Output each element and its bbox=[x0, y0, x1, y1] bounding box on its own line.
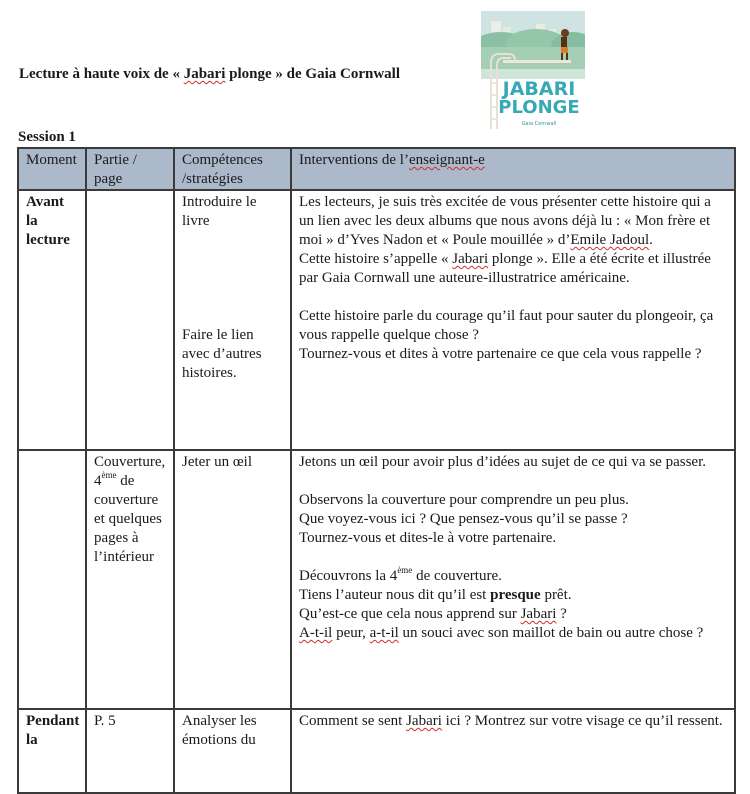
text: Cette histoire s’appelle « bbox=[299, 251, 453, 267]
book-cover-illustration bbox=[481, 11, 585, 129]
competence-item: Faire le lien avec d’autres histoires. bbox=[182, 327, 262, 381]
superscript: ème bbox=[397, 565, 413, 575]
text: Tiens l’auteur nous dit qu’il est bbox=[299, 587, 491, 603]
cell-moment: Pendant la bbox=[18, 709, 86, 793]
book-cover-image bbox=[481, 11, 585, 129]
intervention-paragraph: Tournez-vous et dites à votre partenaire ce que cela vous rappelle ? bbox=[299, 346, 702, 362]
document-title bbox=[19, 66, 400, 83]
cell-competences bbox=[174, 190, 291, 450]
text: . bbox=[649, 232, 653, 248]
spellcheck-word: Jabari bbox=[452, 251, 489, 267]
cell-partie bbox=[86, 190, 174, 450]
intervention-paragraph: Jetons un œil pour avoir plus d’idées au sujet de ce qui va se passer. bbox=[299, 454, 706, 470]
header-text: Interventions de l’ bbox=[299, 152, 409, 168]
intervention-paragraph bbox=[299, 250, 728, 288]
spellcheck-word: A-t-il bbox=[299, 625, 333, 641]
header-moment: Moment bbox=[18, 148, 86, 190]
cover-title-line2: PLONGE bbox=[498, 97, 580, 118]
text: 4 bbox=[94, 473, 102, 489]
intervention-paragraph bbox=[299, 567, 728, 586]
cell-interventions bbox=[291, 190, 735, 450]
text: ici ? Montrez sur votre visage ce qu’il ressent. bbox=[441, 713, 723, 729]
cell-interventions bbox=[291, 709, 735, 793]
spellcheck-word: a-t-il bbox=[369, 625, 399, 641]
text: Découvrons la 4 bbox=[299, 568, 398, 584]
text: de couverture. bbox=[412, 568, 502, 584]
spellcheck-word: Jabari bbox=[406, 713, 442, 729]
text: Comment se sent bbox=[299, 713, 407, 729]
cell-partie bbox=[86, 450, 174, 709]
text: Qu’est-ce que cela nous apprend sur bbox=[299, 606, 521, 622]
text: Les lecteurs, je suis très excitée de vous présenter cette histoire qui a un lien avec les deux albums que nous avons déjà lu : « Mon frère et moi » d’Yves Nadon et « Poule mouillée » d’ bbox=[299, 194, 711, 248]
title-text: plonge » de Gaia Cornwall bbox=[225, 66, 400, 82]
title-text: Lecture à haute voix de « bbox=[19, 66, 184, 82]
cover-title-line1: JABARI bbox=[502, 78, 576, 100]
header-competences: Compétences /stratégies bbox=[174, 148, 291, 190]
table-row bbox=[18, 190, 735, 450]
intervention-paragraph: Tournez-vous et dites-le à votre partenaire. bbox=[299, 530, 557, 546]
text: Couverture, bbox=[94, 454, 166, 470]
intervention-paragraph bbox=[299, 605, 728, 624]
text: prêt. bbox=[540, 587, 572, 603]
cell-competences: Analyser les émotions du bbox=[174, 709, 291, 793]
header-interventions bbox=[291, 148, 735, 190]
table-row bbox=[18, 709, 735, 793]
lesson-plan-table bbox=[17, 147, 736, 794]
cell-partie: P. 5 bbox=[86, 709, 174, 793]
intervention-paragraph bbox=[299, 586, 728, 605]
intervention-paragraph: Que voyez-vous ici ? Que pensez-vous qu’il se passe ? bbox=[299, 511, 628, 527]
cell-moment bbox=[18, 450, 86, 709]
competence-item: Introduire le livre bbox=[182, 194, 257, 229]
spellcheck-word: enseignant-e bbox=[408, 152, 485, 168]
intervention-paragraph bbox=[299, 624, 728, 643]
cell-moment: Avant la lecture bbox=[18, 190, 86, 450]
text: de couverture et quelques pages à l’intérieur bbox=[94, 473, 162, 565]
spellcheck-word: Jabari bbox=[520, 606, 557, 622]
intervention-paragraph: Cette histoire parle du courage qu’il faut pour sauter du plongeoir, ça vous rappelle quelque chose ? bbox=[299, 308, 714, 343]
table-row bbox=[18, 450, 735, 709]
superscript: ème bbox=[101, 470, 117, 480]
text: un souci avec son maillot de bain ou autre chose ? bbox=[398, 625, 704, 641]
intervention-paragraph: Observons la couverture pour comprendre un peu plus. bbox=[299, 492, 629, 508]
cell-interventions bbox=[291, 450, 735, 709]
intervention-paragraph bbox=[299, 193, 728, 250]
table-header-row bbox=[18, 148, 735, 190]
spellcheck-word: Jabari bbox=[183, 66, 226, 82]
cover-author: Gaia Cornwall bbox=[521, 121, 557, 127]
text: plonge ». Elle a été écrite et illustrée par Gaia Cornwall une auteure-illustratrice américaine. bbox=[299, 251, 711, 286]
text: peur, bbox=[332, 625, 370, 641]
cell-competences: Jeter un œil bbox=[174, 450, 291, 709]
session-heading: Session 1 bbox=[18, 129, 76, 145]
header-partie: Partie / page bbox=[86, 148, 174, 190]
bold-text: presque bbox=[490, 587, 541, 603]
text: ? bbox=[556, 606, 567, 622]
spellcheck-word: Emile Jadoul bbox=[570, 232, 650, 248]
